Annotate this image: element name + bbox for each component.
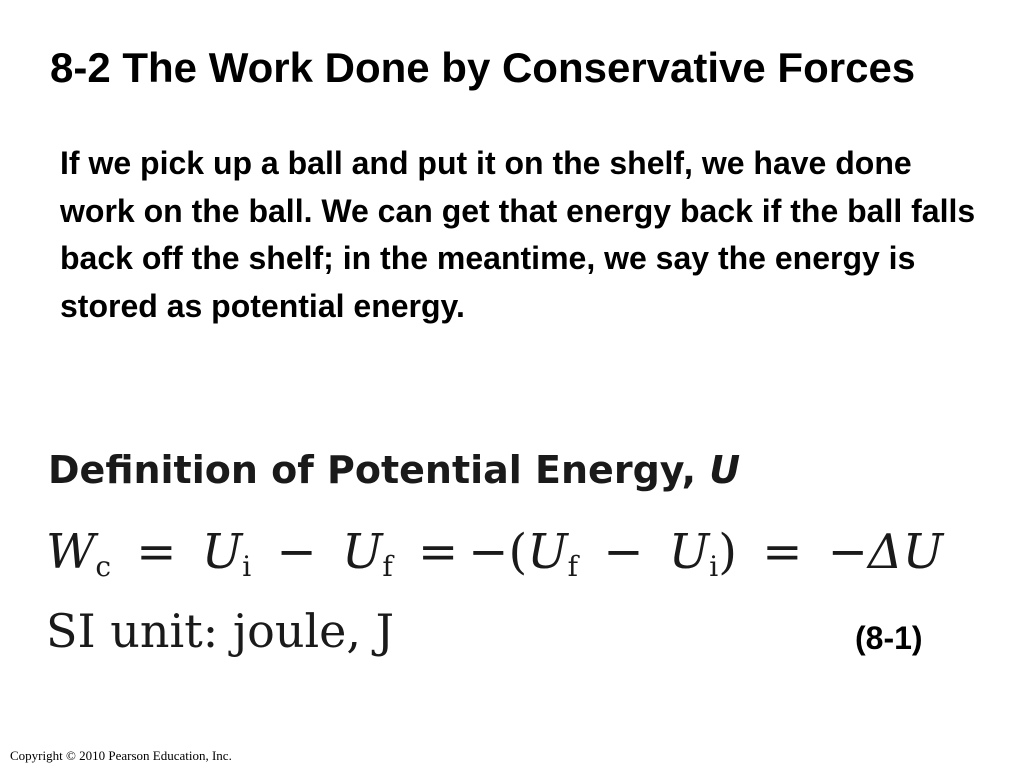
eq-u-final: U — [341, 524, 383, 580]
slide-title: 8-2 The Work Done by Conservative Forces — [50, 44, 916, 91]
eq-equals-2: = — [418, 524, 459, 580]
eq-u-final-2: U — [527, 524, 568, 580]
eq-u-initial-2-subscript: i — [709, 550, 719, 583]
si-unit-line: SI unit: joule, J — [46, 604, 395, 658]
eq-u-initial: U — [201, 524, 243, 580]
eq-u-initial-subscript: i — [242, 550, 252, 583]
eq-u-final-subscript: f — [382, 550, 393, 583]
eq-minus-3: − — [603, 524, 644, 580]
eq-close-paren: ) — [718, 524, 737, 580]
eq-minus-2: − — [468, 524, 509, 580]
eq-u-final-2-subscript: f — [567, 550, 579, 583]
body-paragraph: If we pick up a ball and put it on the shelf, we have done work on the ball. We can get that energy back if the ball falls back off the shelf; in the meantime, we say the energy is stored as potential energy. — [60, 145, 976, 324]
eq-u-initial-2: U — [668, 524, 710, 580]
copyright-notice: Copyright © 2010 Pearson Education, Inc. — [10, 748, 232, 763]
definition-heading-text: Definition of Potential Energy, — [48, 448, 697, 492]
eq-work-symbol: W — [46, 524, 96, 580]
eq-neg-delta-u: −ΔU — [827, 524, 944, 580]
eq-work-subscript: c — [95, 550, 112, 583]
definition-symbol: U — [709, 448, 741, 492]
equation-number: (8-1) — [855, 620, 923, 656]
definition-heading — [48, 444, 740, 496]
eq-open-paren: ( — [508, 524, 528, 580]
eq-equals-3: = — [762, 524, 803, 580]
eq-equals-1: = — [136, 524, 177, 580]
eq-minus-1: − — [276, 524, 317, 580]
potential-energy-equation — [46, 520, 943, 584]
